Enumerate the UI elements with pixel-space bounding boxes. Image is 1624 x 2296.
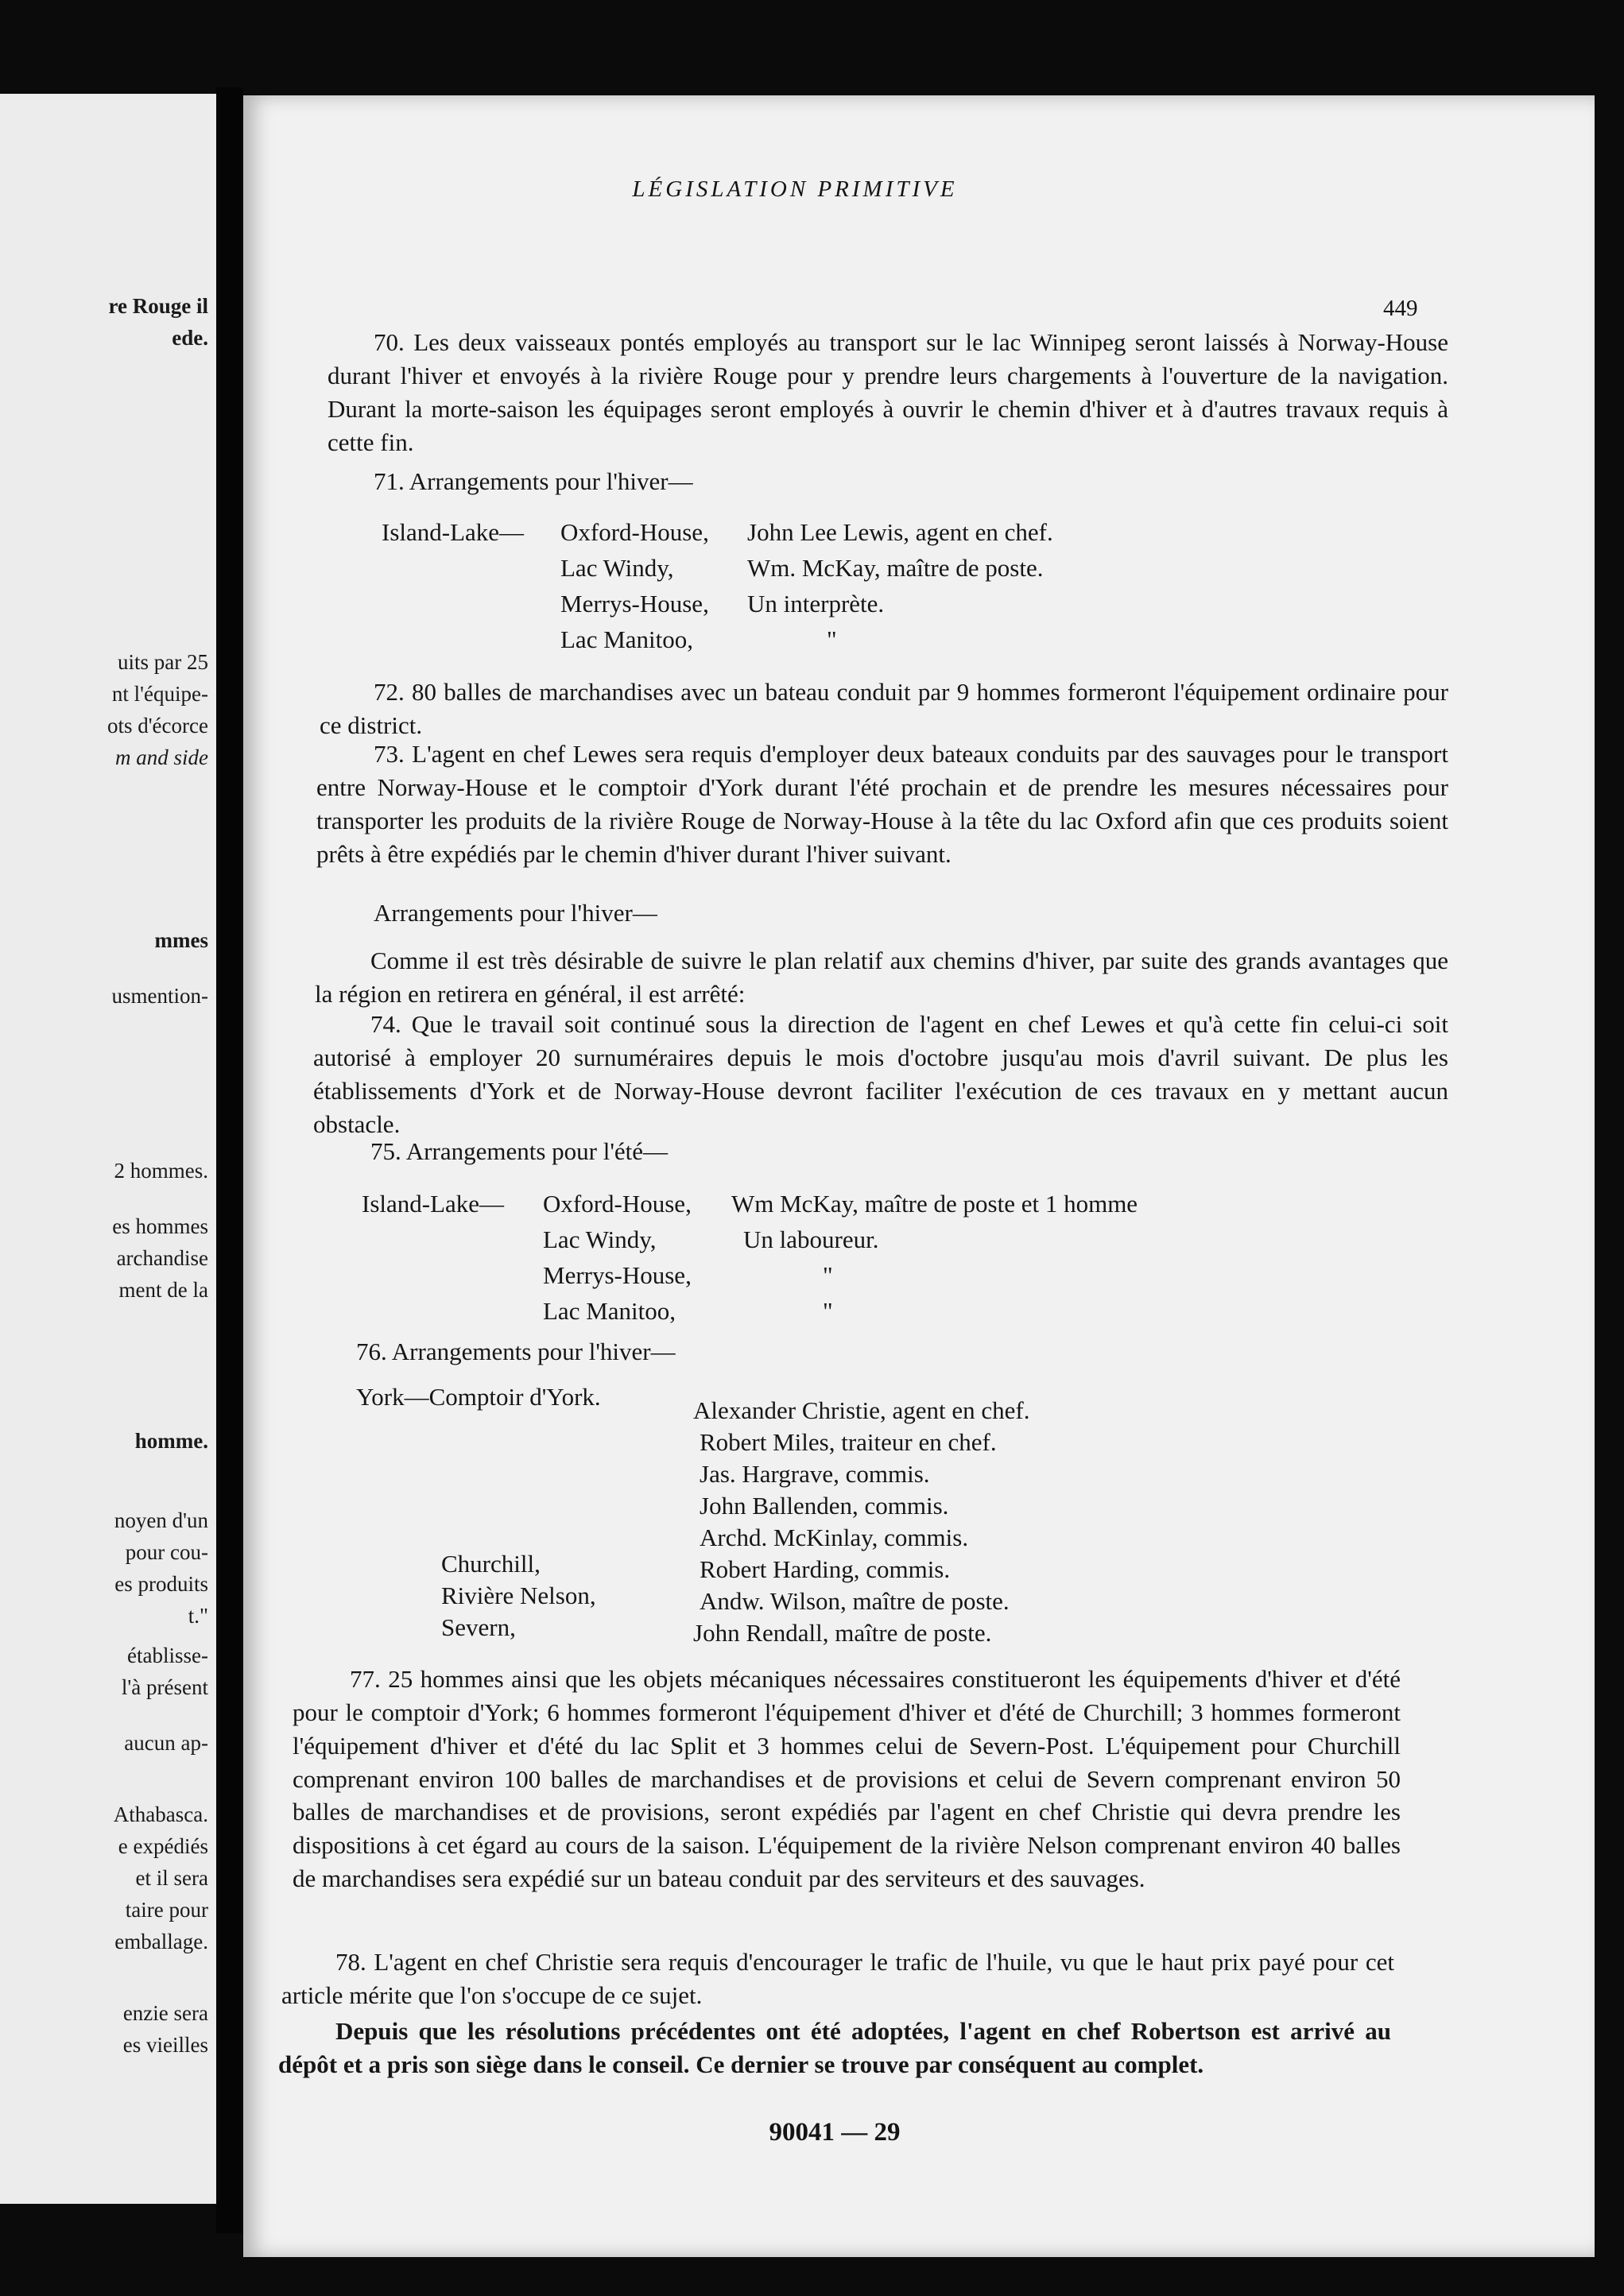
person-entry: Andw. Wilson, maître de poste. <box>700 1587 1010 1615</box>
left-fragment: Athabasca. <box>113 1802 208 1826</box>
left-fragment: ots d'écorce <box>107 714 208 738</box>
ditto-mark: " <box>823 1297 833 1325</box>
paragraph-77: 77. 25 hommes ainsi que les objets mécaniques nécessaires constitueront les équipements d'hiver et d'été pour le comptoir d'York; 6 hommes formeront l'équipement d'hiver et d'été de Churchill; 3 hommes formeront l'équipement d'hiver et d'été du lac Split et 3 hommes celui de Severn-Post. L'équipement pour Churchill comprenant environ 100 balles de marchandises et de provisions et celui de Severn comprenant environ 50 balles de marchandises et de provisions, seront expédiés par l'agent en chef Christie qui devra prendre les dispositions à cet égard au cours de la saison. L'équipement de la rivière Nelson comprenant environ 40 balles de marchandises sera expédié sur un bateau conduit par des serviteurs et des sauvages. <box>293 1665 1401 1893</box>
paragraph-intro: Comme il est très désirable de suivre le plan relatif aux chemins d'hiver, par suite des grands avantages que la région en retirera en général, il est arrêté: <box>315 947 1448 1008</box>
paragraph-74: 74. Que le travail soit continué sous la direction de l'agent en chef Lewes et qu'à cette fin celui-ci soit autorisé à employer 20 surnuméraires depuis le mois d'octobre jusqu'au mois d'avril suivant. De plus les établissements d'York et de Norway-House devront faciliter l'exécution de ces travaux en y mettant aucun obstacle. <box>313 1010 1448 1138</box>
left-fragment: enzie sera <box>122 2001 208 2025</box>
paragraph-70: 70. Les deux vaisseaux pontés employés au transport sur le lac Winnipeg seront laissés à Norway-House durant l'hiver et envoyés à la rivière Rouge pour y prendre leurs chargements à l'ouverture de la navigation. Durant la morte-saison les équipages seront employés à ouvrir le chemin d'hiver et à d'autres travaux requis à cette fin. <box>328 328 1448 456</box>
left-fragment: t." <box>188 1604 208 1628</box>
paragraph-71-heading: 71. Arrangements pour l'hiver— <box>374 467 693 495</box>
person-entry: Jas. Hargrave, commis. <box>700 1460 930 1488</box>
left-fragment: re Rouge il <box>108 294 208 318</box>
paragraph-closing: Depuis que les résolutions précédentes ont été adoptées, l'agent en chef Robertson est arrivé au dépôt et a pris son siège dans le conseil. Ce dernier se trouve par conséquent au complet. <box>278 2017 1391 2078</box>
left-fragment: es hommes <box>112 1214 208 1238</box>
post-name: Churchill, <box>441 1550 541 1578</box>
person-entry: Alexander Christie, agent en chef. <box>693 1396 1030 1424</box>
left-page <box>0 94 216 2204</box>
left-fragment: aucun ap- <box>124 1731 208 1755</box>
post-name: Lac Manitoo, <box>543 1297 676 1325</box>
left-fragment: pour cou- <box>125 1540 208 1564</box>
post-name: Rivière Nelson, <box>441 1582 596 1609</box>
person-entry: Robert Miles, traiteur en chef. <box>700 1428 997 1456</box>
post-name: Merrys-House, <box>560 590 709 618</box>
paragraph-73: 73. L'agent en chef Lewes sera requis d'employer deux bateaux conduits par des sauvages pour le transport entre Norway-House et le comptoir d'York durant l'été prochain et de prendre les mesures nécessaires pour transporter les produits de la rivière Rouge de Norway-House à la tête du lac Oxford afin que ces produits soient prêts à être expédiés par le chemin d'hiver durant l'hiver suivant. <box>316 740 1448 868</box>
district-island-lake: Island-Lake— <box>362 1190 505 1218</box>
paragraph-73-heading: Arrangements pour l'hiver— <box>374 899 657 927</box>
person-entry: Wm. McKay, maître de poste. <box>747 554 1044 582</box>
left-fragment: archandise <box>116 1246 208 1270</box>
person-entry: John Rendall, maître de poste. <box>693 1619 992 1647</box>
paragraph-75-heading: 75. Arrangements pour l'été— <box>370 1137 669 1165</box>
paragraph-76-heading: 76. Arrangements pour l'hiver— <box>356 1338 676 1365</box>
left-fragment: l'à présent <box>121 1675 208 1699</box>
left-fragment: ede. <box>172 326 208 350</box>
left-fragment: emballage. <box>114 1930 208 1953</box>
book-gutter <box>216 87 243 2233</box>
left-fragment: usmention- <box>111 984 208 1008</box>
left-fragment: 2 hommes. <box>114 1159 208 1183</box>
page-number: 449 <box>1383 296 1418 321</box>
post-name: Oxford-House, <box>543 1190 692 1218</box>
person-entry: Robert Harding, commis. <box>700 1555 951 1583</box>
running-header: LÉGISLATION PRIMITIVE <box>632 176 958 202</box>
left-fragment: et il sera <box>135 1866 208 1890</box>
person-entry: Wm McKay, maître de poste et 1 homme <box>731 1190 1138 1218</box>
ditto-mark: " <box>823 1261 833 1289</box>
person-entry: Un laboureur. <box>743 1225 879 1253</box>
paragraph-78: 78. L'agent en chef Christie sera requis d'encourager le trafic de l'huile, vu que le haut prix payé pour cet article mérite que l'on s'occupe de ce sujet. <box>281 1948 1394 2009</box>
post-name: Lac Windy, <box>543 1225 657 1253</box>
district-island-lake: Island-Lake— <box>382 518 525 546</box>
person-entry: Archd. McKinlay, commis. <box>700 1524 969 1551</box>
left-fragment: établisse- <box>127 1644 208 1667</box>
person-entry: John Lee Lewis, agent en chef. <box>747 518 1053 546</box>
left-fragment: es produits <box>114 1572 208 1596</box>
footer-print-code: 90041 — 29 <box>769 2118 901 2147</box>
paragraph-72: 72. 80 balles de marchandises avec un bateau conduit par 9 hommes formeront l'équipement ordinaire pour ce district. <box>320 678 1448 739</box>
left-fragment: noyen d'un <box>114 1508 208 1532</box>
left-fragment: nt l'équipe- <box>111 682 208 706</box>
left-fragment: es vieilles <box>122 2033 208 2057</box>
left-fragment: ment de la <box>118 1278 208 1302</box>
left-fragment: uits par 25 <box>118 650 208 674</box>
left-fragment: taire pour <box>125 1898 208 1922</box>
person-entry: John Ballenden, commis. <box>700 1492 949 1520</box>
post-name: Lac Windy, <box>560 554 674 582</box>
left-fragment: mmes <box>154 928 208 952</box>
post-name: Lac Manitoo, <box>560 625 694 653</box>
post-name: Merrys-House, <box>543 1261 692 1289</box>
left-fragment: e expédiés <box>118 1834 208 1858</box>
person-entry: Un interprète. <box>747 590 885 618</box>
left-fragment: m and side <box>115 745 208 769</box>
post-name: Oxford-House, <box>560 518 709 546</box>
district-york: York—Comptoir d'York. <box>356 1383 601 1411</box>
left-fragment: homme. <box>134 1429 208 1453</box>
ditto-mark: " <box>827 625 837 653</box>
post-name: Severn, <box>441 1613 516 1641</box>
